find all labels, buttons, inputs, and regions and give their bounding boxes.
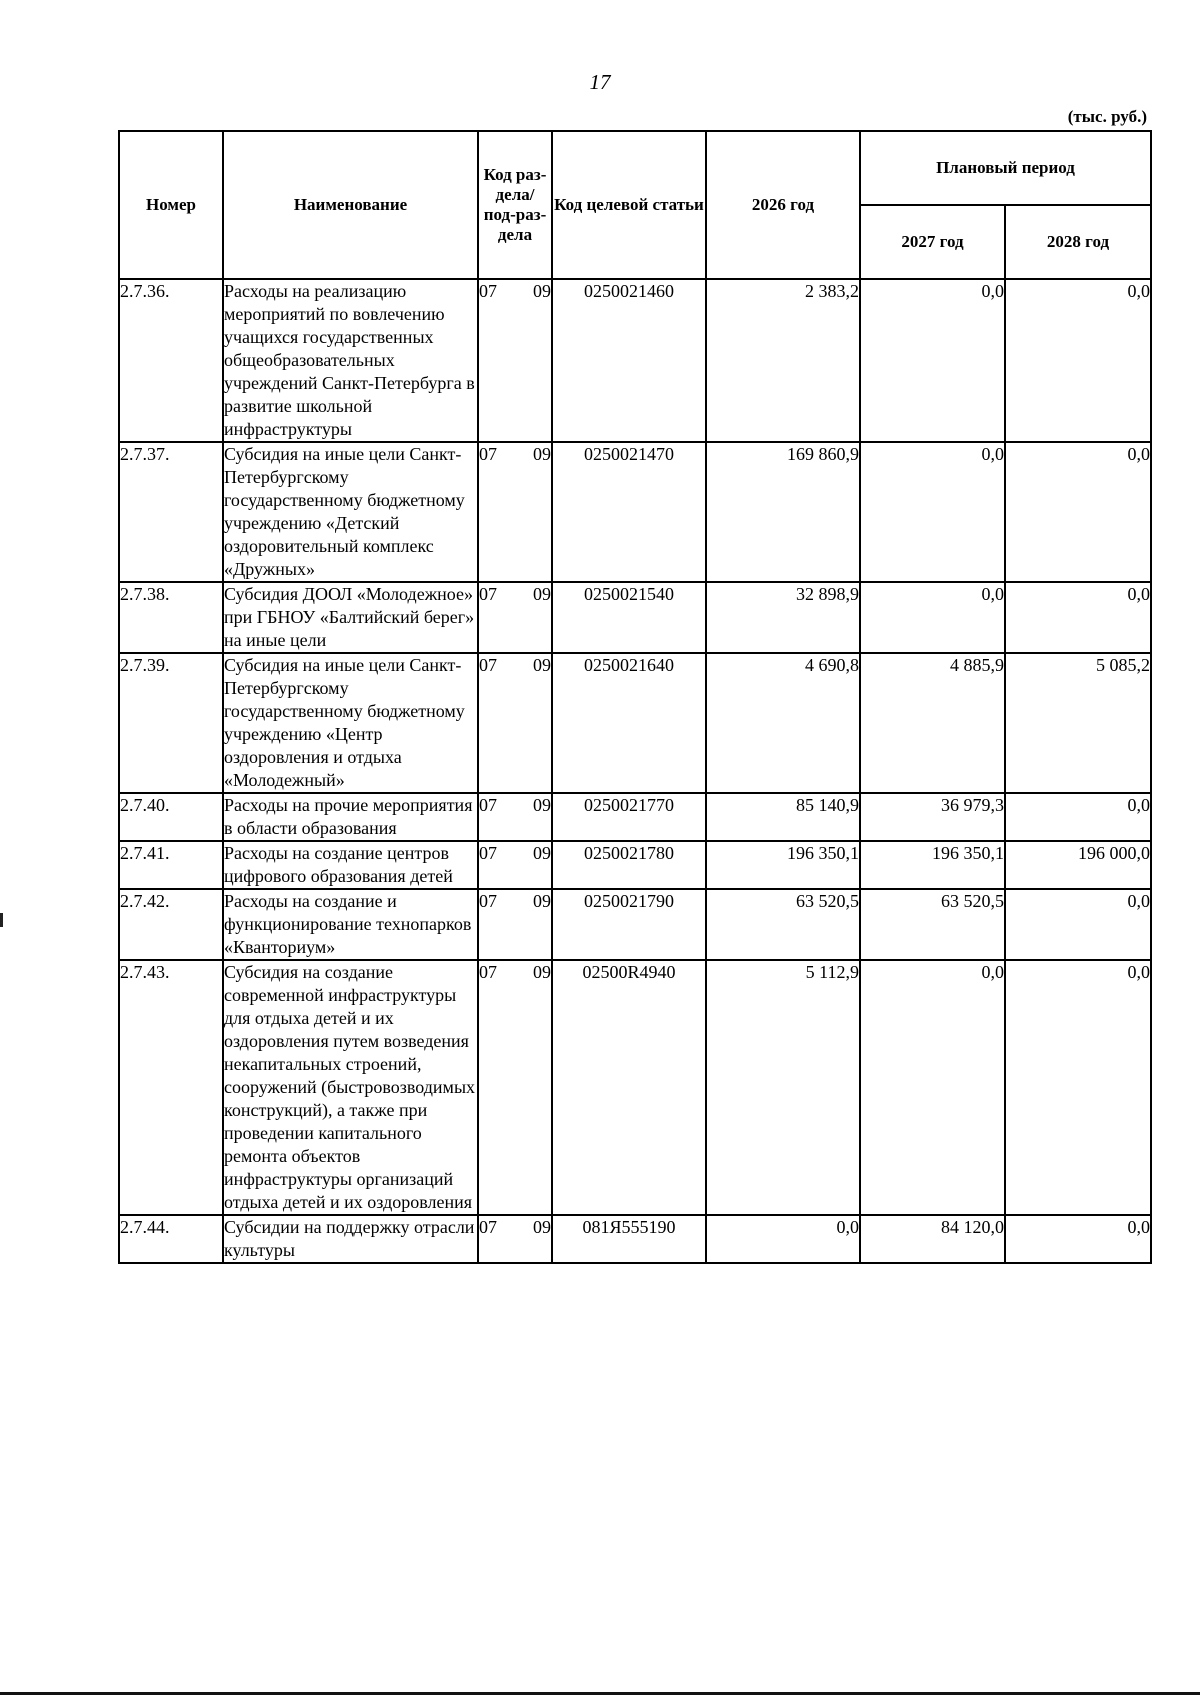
row-subsection: 09 [533, 843, 551, 863]
row-subsection: 09 [533, 444, 551, 464]
row-section: 07 [479, 962, 497, 982]
budget-table [118, 130, 1152, 1264]
row-section-code [478, 1215, 552, 1263]
header-name: Наименование [223, 131, 478, 279]
row-target-code: 0250021770 [552, 793, 706, 841]
row-subsection: 09 [533, 1217, 551, 1237]
table-row [119, 279, 1151, 442]
scan-mark [0, 913, 3, 927]
row-value-2026: 169 860,9 [706, 442, 860, 582]
header-planning-period: Плановый период [860, 131, 1151, 205]
row-number: 2.7.44. [119, 1215, 223, 1263]
row-value-2026: 63 520,5 [706, 889, 860, 960]
row-section: 07 [479, 584, 497, 604]
row-target-code: 0250021640 [552, 653, 706, 793]
table-row [119, 1215, 1151, 1263]
row-target-code: 0250021540 [552, 582, 706, 653]
row-section: 07 [479, 843, 497, 863]
row-value-2027: 36 979,3 [860, 793, 1005, 841]
row-value-2026: 5 112,9 [706, 960, 860, 1215]
row-target-code: 0250021780 [552, 841, 706, 889]
units-label: (тыс. руб.) [1067, 107, 1147, 126]
row-name: Субсидия на создание современной инфраструктуры для отдыха детей и их оздоровления путем возведения некапитальных строений, сооружений (быстровозводимых конструкций), а также при проведении капитального ремонта объектов инфраструктуры организаций отдыха детей и их оздоровления [223, 960, 478, 1215]
row-section-code [478, 793, 552, 841]
row-value-2028: 0,0 [1005, 442, 1151, 582]
row-section-code [478, 279, 552, 442]
row-number: 2.7.39. [119, 653, 223, 793]
row-value-2026: 196 350,1 [706, 841, 860, 889]
row-number: 2.7.38. [119, 582, 223, 653]
header-year-2027: 2027 год [860, 205, 1005, 279]
row-name: Расходы на реализацию мероприятий по вовлечению учащихся государственных общеобразовательных учреждений Санкт-Петербурга в развитие школьной инфраструктуры [223, 279, 478, 442]
row-number: 2.7.43. [119, 960, 223, 1215]
row-value-2027: 0,0 [860, 442, 1005, 582]
header-year-2026: 2026 год [706, 131, 860, 279]
row-value-2027: 63 520,5 [860, 889, 1005, 960]
header-target-code: Код целевой статьи [552, 131, 706, 279]
row-value-2027: 0,0 [860, 582, 1005, 653]
table-row [119, 582, 1151, 653]
row-value-2026: 85 140,9 [706, 793, 860, 841]
row-subsection: 09 [533, 962, 551, 982]
row-section-code [478, 889, 552, 960]
row-target-code: 0250021790 [552, 889, 706, 960]
row-value-2026: 2 383,2 [706, 279, 860, 442]
row-name: Расходы на создание и функционирование технопарков «Кванториум» [223, 889, 478, 960]
row-value-2028: 0,0 [1005, 793, 1151, 841]
row-subsection: 09 [533, 891, 551, 911]
row-target-code: 0250021470 [552, 442, 706, 582]
row-number: 2.7.37. [119, 442, 223, 582]
row-value-2026: 32 898,9 [706, 582, 860, 653]
header-section-code: Код раз-дела/ под-раз-дела [478, 131, 552, 279]
row-target-code: 081Я555190 [552, 1215, 706, 1263]
row-value-2026: 0,0 [706, 1215, 860, 1263]
table-row [119, 793, 1151, 841]
row-section-code [478, 442, 552, 582]
row-number: 2.7.40. [119, 793, 223, 841]
row-section: 07 [479, 795, 497, 815]
row-subsection: 09 [533, 584, 551, 604]
row-name: Субсидия на иные цели Санкт-Петербургскому государственному бюджетному учреждению «Детский оздоровительный комплекс «Дружных» [223, 442, 478, 582]
row-name: Субсидия ДООЛ «Молодежное» при ГБНОУ «Балтийский берег» на иные цели [223, 582, 478, 653]
row-value-2028: 0,0 [1005, 960, 1151, 1215]
row-subsection: 09 [533, 795, 551, 815]
row-subsection: 09 [533, 655, 551, 675]
row-value-2027: 0,0 [860, 960, 1005, 1215]
row-value-2027: 0,0 [860, 279, 1005, 442]
row-value-2028: 0,0 [1005, 1215, 1151, 1263]
row-section-code [478, 841, 552, 889]
row-value-2028: 0,0 [1005, 279, 1151, 442]
row-value-2027: 196 350,1 [860, 841, 1005, 889]
row-value-2028: 196 000,0 [1005, 841, 1151, 889]
row-value-2028: 5 085,2 [1005, 653, 1151, 793]
table-row [119, 889, 1151, 960]
row-name: Расходы на прочие мероприятия в области образования [223, 793, 478, 841]
row-target-code: 0250021460 [552, 279, 706, 442]
table-row [119, 442, 1151, 582]
row-subsection: 09 [533, 281, 551, 301]
row-section: 07 [479, 1217, 497, 1237]
row-section-code [478, 582, 552, 653]
row-target-code: 02500R4940 [552, 960, 706, 1215]
table-row [119, 841, 1151, 889]
row-section: 07 [479, 891, 497, 911]
table-row [119, 960, 1151, 1215]
row-section: 07 [479, 444, 497, 464]
header-number: Номер [119, 131, 223, 279]
row-value-2026: 4 690,8 [706, 653, 860, 793]
row-section: 07 [479, 655, 497, 675]
table-body [119, 279, 1151, 1263]
table-header [119, 131, 1151, 279]
row-name: Расходы на создание центров цифрового образования детей [223, 841, 478, 889]
row-value-2027: 4 885,9 [860, 653, 1005, 793]
row-number: 2.7.41. [119, 841, 223, 889]
row-value-2027: 84 120,0 [860, 1215, 1005, 1263]
page-number: 17 [589, 70, 611, 94]
table-row [119, 653, 1151, 793]
row-section: 07 [479, 281, 497, 301]
row-value-2028: 0,0 [1005, 889, 1151, 960]
row-section-code [478, 653, 552, 793]
row-number: 2.7.36. [119, 279, 223, 442]
row-name: Субсидии на поддержку отрасли культуры [223, 1215, 478, 1263]
header-year-2028: 2028 год [1005, 205, 1151, 279]
row-section-code [478, 960, 552, 1215]
row-value-2028: 0,0 [1005, 582, 1151, 653]
row-name: Субсидия на иные цели Санкт-Петербургскому государственному бюджетному учреждению «Центр оздоровления и отдыха «Молодежный» [223, 653, 478, 793]
row-number: 2.7.42. [119, 889, 223, 960]
